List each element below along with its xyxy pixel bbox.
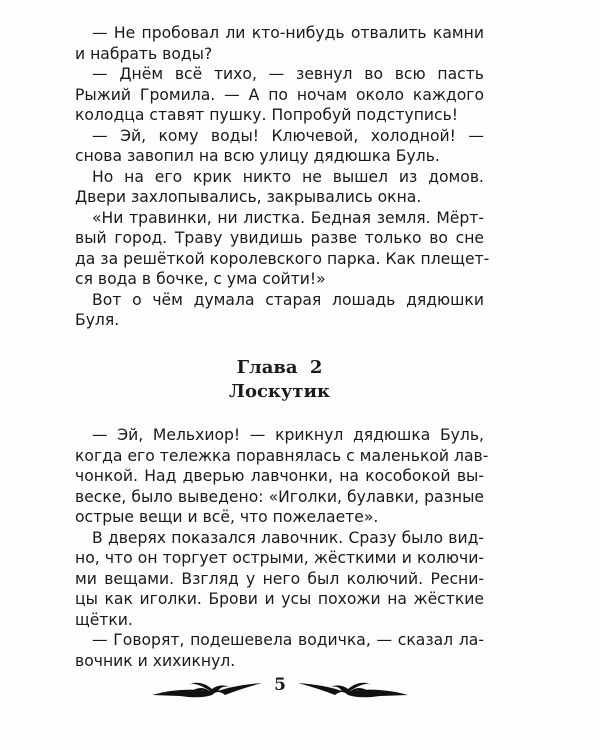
text-line: вый город. Траву увидишь разве только во сне — [75, 229, 484, 247]
text-line: — Днём всё тихо, — зевнул во всю пасть — [92, 65, 484, 83]
text-line: ми вещами. Взгляд у него был колючий. Ресни- — [75, 569, 484, 588]
right-ornament-icon — [295, 675, 410, 701]
text-line: В дверях показался лавочник. Сразу было вид- — [92, 528, 484, 547]
text-line: «Ни травинки, ни листка. Бедная земля. Мёрт- — [92, 208, 484, 227]
text-line: ся вода в бочке, с ума сойти!» — [75, 270, 326, 288]
text-line: щётки. — [75, 610, 133, 629]
text-line: острые вещи и всё, что пожелаете». — [75, 508, 379, 526]
text-section-1 — [75, 23, 490, 331]
text-line: Но на его крик никто не вышел из домов. — [92, 167, 484, 186]
text-line: да за решёткой королевского парка. Как плещет- — [75, 249, 490, 268]
text-line: колодца ставят пушку. Попробуй подступись! — [75, 106, 459, 124]
page-number: 5 — [274, 675, 286, 695]
left-ornament-icon — [150, 675, 265, 701]
text-line: вочник и хихикнул. — [75, 651, 236, 670]
text-line: — Говорят, подешевела водичка, — сказал ла- — [92, 631, 484, 649]
text-line: когда его тележка поравнялась с маленькой лав- — [75, 446, 489, 465]
text-section-2 — [75, 425, 489, 671]
text-line: и набрать воды? — [75, 44, 213, 63]
text-line: цы как иголки. Брови и усы похожи на жёсткие — [75, 590, 484, 608]
text-line: чонкой. Над дверью лавчонки, на кособокой вы- — [75, 467, 484, 485]
chapter-number: Глава 2 — [236, 357, 323, 378]
text-line: но, что он торгует острыми, жёсткими и колючи- — [75, 549, 484, 567]
text-line: Рыжий Громила. — А по ночам около каждого — [75, 85, 484, 104]
page-footer — [150, 675, 410, 701]
text-line: Вот о чём думала старая лошадь дядюшки — [92, 290, 484, 309]
text-line: — Эй, Мельхиор! — крикнул дядюшка Буль, — [92, 426, 484, 444]
text-line: снова завопил на всю улицу дядюшка Буль. — [75, 147, 440, 165]
text-line: Двери захлопывались, закрывались окна. — [75, 188, 422, 206]
text-line: Буля. — [75, 311, 120, 329]
text-line: — Эй, кому воды! Ключевой, холодной! — — [92, 126, 484, 145]
text-line: — Не пробовал ли кто-нибудь отвалить камни — [92, 24, 484, 42]
text-line: веске, было выведено: «Иголки, булавки, разные — [75, 487, 484, 506]
chapter-title: Лоскутик — [229, 381, 330, 402]
